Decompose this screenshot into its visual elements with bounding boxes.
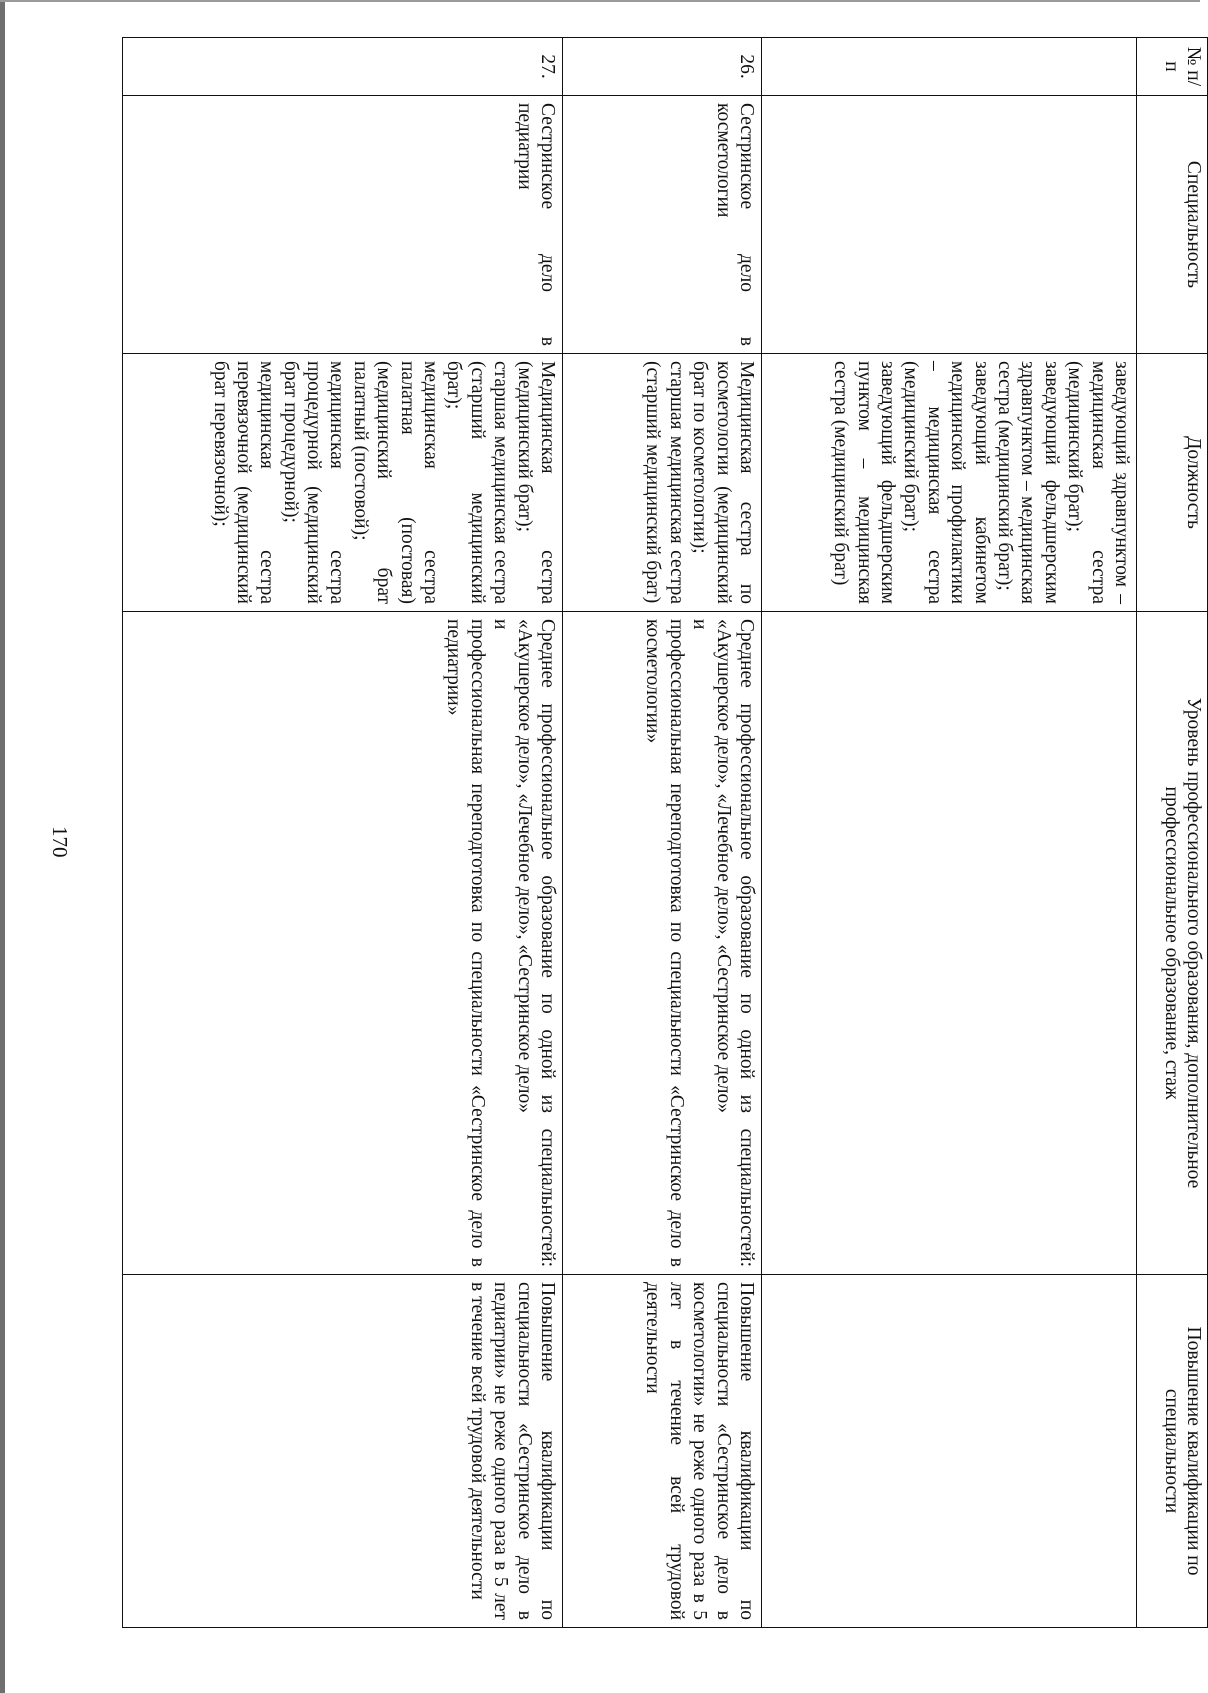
- row-education: [563, 612, 762, 1275]
- education-item: Среднее профессиональное образование по одной из специальностей: «Акушерское дело», «Лечебное дело», «Сестринское дело»: [513, 619, 558, 1267]
- table-row: [123, 38, 563, 1628]
- position-item: старшая медицинская сестра (старший медицинский брат): [642, 361, 687, 604]
- row-position: [123, 354, 563, 612]
- row-position: [563, 354, 762, 612]
- row-position: [762, 354, 1137, 612]
- education-item: Среднее профессиональное образование по одной из специальностей: «Акушерское дело», «Лечебное дело», «Сестринское дело»: [712, 619, 757, 1267]
- position-item: медицинская сестра процедурной (медицинский брат процедурной);: [279, 361, 348, 604]
- education-item: и: [490, 619, 512, 630]
- header-num: № п/п: [1137, 38, 1208, 96]
- position-item: заведующий здравпунктом – медицинская сестра (медицинский брат);: [1064, 361, 1132, 604]
- position-item: медицинская сестра перевязочной (медицинский брат перевязочной);: [209, 361, 278, 604]
- position-item: Медицинская сестра (медицинский брат);: [513, 361, 558, 604]
- row-specialty: Сестринское дело в косметологии: [563, 96, 762, 354]
- row-specialty: Сестринское дело в педиатрии: [123, 96, 563, 354]
- table-row: [563, 38, 762, 1628]
- education-item: профессиональная переподготовка по специальности «Сестринское дело в педиатрии»: [443, 619, 488, 1267]
- position-item: Медицинская сестра по косметологии (медицинский брат по косметологии);: [689, 361, 757, 604]
- position-item: заведующий фельдшерским пунктом – медицинская сестра (медицинский брат): [830, 361, 899, 604]
- row-specialty: [762, 96, 1137, 354]
- table-row: [762, 38, 1137, 1628]
- position-item: медицинская сестра палатная (постовая) (медицинский брат палатный (постовой);: [349, 361, 442, 604]
- table-header-row: [1137, 38, 1208, 1628]
- header-qualification: Повышение квалификации по специальности: [1137, 1275, 1208, 1628]
- education-item: и: [689, 619, 711, 630]
- row-education: [123, 612, 563, 1275]
- row-num: 27.: [123, 38, 563, 96]
- position-item: заведующий фельдшерским здравпунктом – медицинская сестра (медицинский брат);: [994, 361, 1062, 604]
- scan-edge: [0, 0, 5, 1693]
- row-qualification: [762, 1275, 1137, 1628]
- page-number: 170: [48, 826, 72, 858]
- header-specialty: Специальность: [1137, 96, 1208, 354]
- scan-edge-top: [0, 0, 1200, 2]
- header-education: Уровень профессионального образования, дополнительное профессиональное образование, стаж: [1137, 612, 1208, 1275]
- row-education: [762, 612, 1137, 1275]
- qualification-table: [122, 37, 1208, 1628]
- row-qualification: Повышение квалификации по специальности «Сестринское дело в косметологии» не реже одного раза в 5 лет в течение всей трудовой деятельности: [563, 1275, 762, 1628]
- row-num: [762, 38, 1137, 96]
- row-qualification: Повышение квалификации по специальности «Сестринское дело в педиатрии» не реже одного раза в 5 лет в течение всей трудовой деятельности: [123, 1275, 563, 1628]
- header-position: Должность: [1137, 354, 1208, 612]
- position-item: старшая медицинская сестра (старший медицинский брат);: [443, 361, 512, 604]
- position-item: заведующий кабинетом медицинской профилактики – медицинская сестра (медицинский брат);: [900, 361, 992, 604]
- rotated-page: [118, 37, 1208, 1627]
- row-num: 26.: [563, 38, 762, 96]
- education-item: профессиональная переподготовка по специальности «Сестринское дело в косметологии»: [642, 619, 687, 1267]
